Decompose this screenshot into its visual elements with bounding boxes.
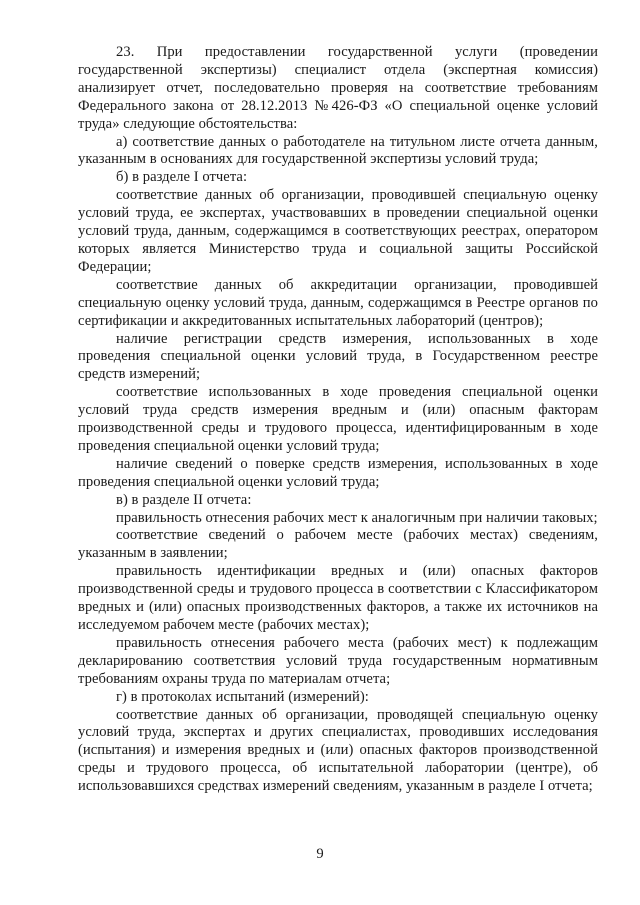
paragraph: г) в протоколах испытаний (измерений): xyxy=(116,688,369,705)
paragraph: правильность отнесения рабочих мест к аналогичным при наличии таковых; xyxy=(116,509,598,526)
paragraph: соответствие использованных в ходе проведения специальной оценки условий труда средств измерения вредным и (или) опасным факторам производственной среды и трудового процесса, идентифицированным в ходе проведения специальной оценки условий труда; xyxy=(78,384,598,454)
paragraph: в) в разделе II отчета: xyxy=(116,491,252,508)
paragraph: наличие сведений о поверке средств измерения, использованных в ходе проведения специальной оценки условий труда; xyxy=(78,455,598,490)
document-body xyxy=(78,44,598,796)
paragraph: б) в разделе I отчета: xyxy=(116,169,248,186)
paragraph: соответствие данных об организации, проводившей специальную оценку условий труда, ее экспертах, участвовавших в проведении специальной оценки условий труда, данным, содержащимся в соответствующих реестрах, оператором которых является Министерство труда и социальной защиты Российской Федерации; xyxy=(78,187,598,275)
page-number: 9 xyxy=(316,846,324,862)
paragraph: 23. При предоставлении государственной услуги (проведении государственной экспертизы) специалист отдела (экспертная комиссия) анализирует отчет, последовательно проверяя на соответствие требованиям Федерального закона от 28.12.2013 №426-ФЗ «О специальной оценке условий труда» следующие обстоятельства: xyxy=(78,44,598,132)
paragraph: а) соответствие данных о работодателе на титульном листе отчета данным, указанным в основаниях для государственной экспертизы условий труда; xyxy=(78,133,598,168)
paragraph: правильность идентификации вредных и (или) опасных факторов производственной среды и трудового процесса в соответствии с Классификатором вредных и (или) опасных производственных факторов, а также их источников на исследуемом рабочем месте (рабочих местах); xyxy=(78,563,598,633)
paragraph: соответствие данных об аккредитации организации, проводившей специальную оценку условий труда, данным, содержащимся в Реестре органов по сертификации и аккредитованных испытательных лабораторий (центров); xyxy=(78,276,598,329)
paragraph: наличие регистрации средств измерения, использованных в ходе проведения специальной оценки условий труда, в Государственном реестре средств измерений; xyxy=(78,330,598,383)
paragraph: правильность отнесения рабочего места (рабочих мест) к подлежащим декларированию соответствия условий труда государственным нормативным требованиям охраны труда по материалам отчета; xyxy=(78,634,598,687)
paragraph: соответствие сведений о рабочем месте (рабочих местах) сведениям, указанным в заявлении; xyxy=(78,527,598,562)
paragraph: соответствие данных об организации, проводящей специальную оценку условий труда, экспертах и других специалистах, проводивших исследования (испытания) и измерения вредных и (или) опасных факторов производственной среды и трудового процесса, об испытательной лаборатории (центре), об использовавшихся средствах измерений сведениям, указанным в разделе I отчета; xyxy=(78,706,598,795)
